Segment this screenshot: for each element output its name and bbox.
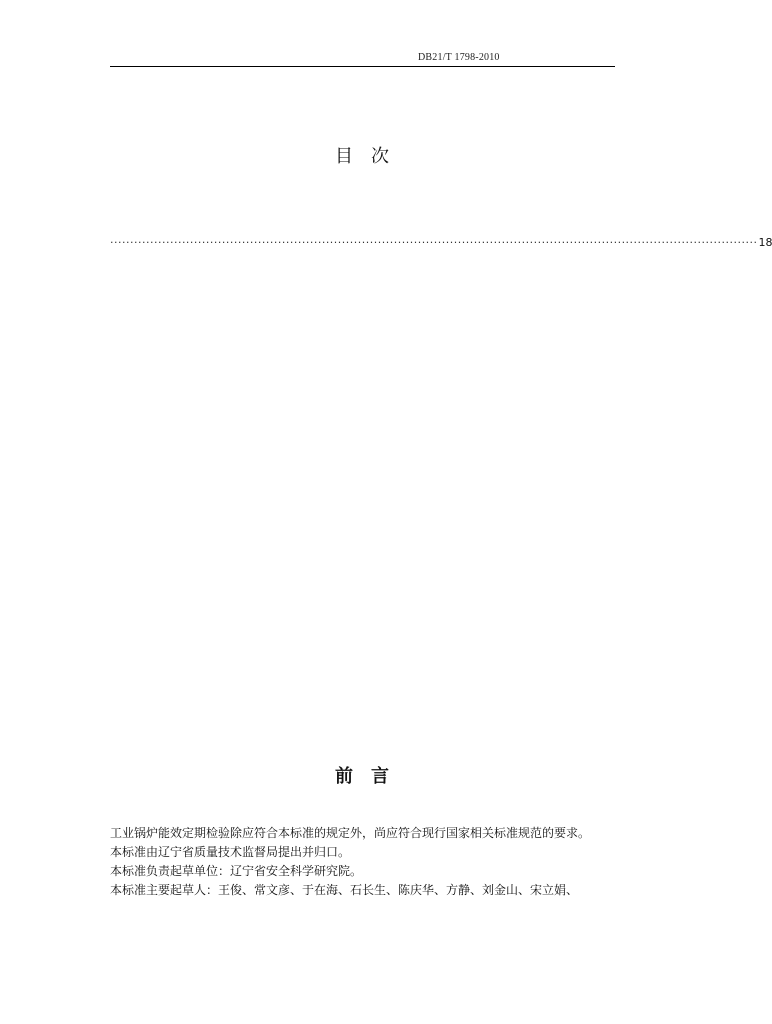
standard-code: DB21/T 1798-2010 (418, 52, 500, 63)
foreword-title: 前言 (335, 766, 407, 787)
toc-entry[interactable] (110, 236, 772, 249)
foreword-paragraph: 本标准主要起草人：王俊、常文彦、于在海、石长生、陈庆华、方静、刘金山、宋立娟、 (110, 883, 579, 897)
toc-title: 目次 (335, 146, 407, 167)
toc-leader-dots: ·································································································································································· (110, 236, 758, 249)
foreword-paragraph: 本标准负责起草单位：辽宁省安全科学研究院。 (110, 864, 363, 878)
header-rule (110, 66, 615, 67)
foreword-body (110, 824, 615, 900)
toc-page-number: 18 (758, 236, 772, 249)
foreword-paragraph: 本标准由辽宁省质量技术监督局提出并归口。 (110, 845, 351, 859)
foreword-paragraph: 工业锅炉能效定期检验除应符合本标准的规定外，尚应符合现行国家相关标准规范的要求。 (110, 826, 591, 840)
